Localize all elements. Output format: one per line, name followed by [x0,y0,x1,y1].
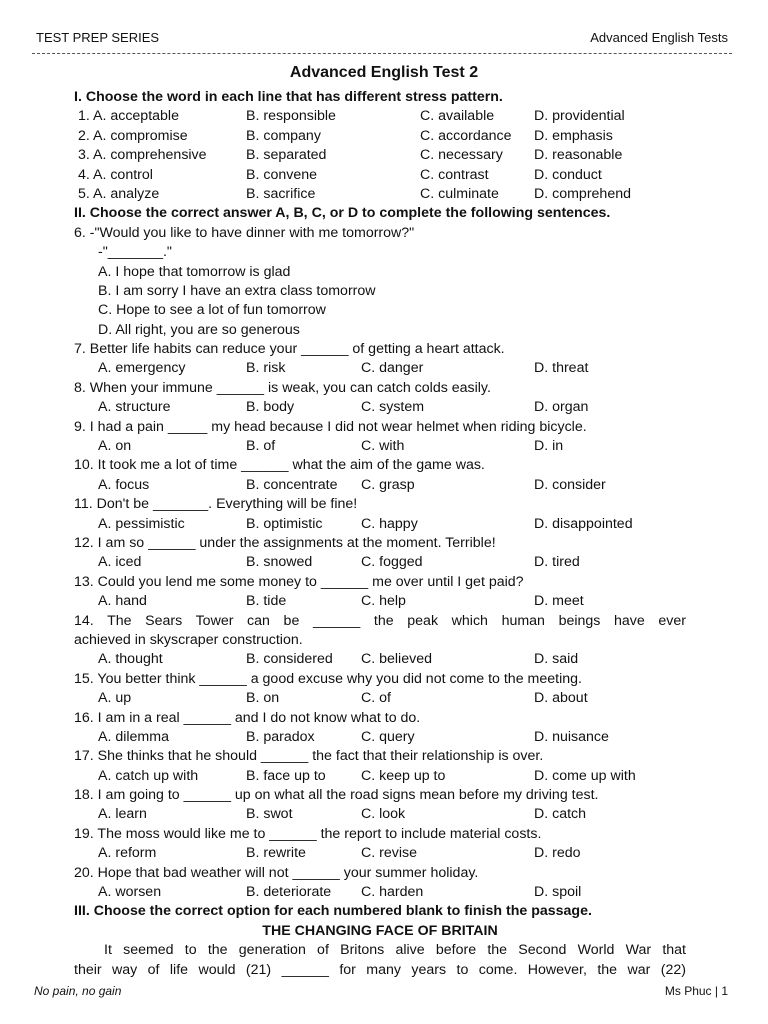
option-b: B. on [246,690,280,707]
text-line: 10. It took me a lot of time ______ what the aim of the game was. [74,457,485,474]
option-a: A. worsen [98,884,162,901]
option-c: C. fogged [361,554,423,571]
option-d: D. disappointed [534,515,633,532]
footer-right: Ms Phuc | 1 [664,984,728,998]
option-b: B. of [246,438,276,455]
options-row [74,398,686,417]
option-b: B. responsible [246,108,336,125]
option-d: D. said [534,651,579,668]
option-a: 4. A. control [78,166,153,183]
option-d: D. organ [534,399,589,416]
option-a: 1. A. acceptable [78,108,179,125]
option-a: A. hand [98,593,147,610]
option-d: D. spoil [534,884,582,901]
option-c: C. accordance [420,127,512,144]
option-c: C. believed [361,651,432,668]
text-line: 6. -"Would you like to have dinner with me tomorrow?" [74,224,415,241]
option-a: A. pessimistic [98,515,185,532]
option-d: D. about [534,690,588,707]
text-line: I. Choose the word in each line that has different stress pattern. [74,89,503,105]
option-c: C. grasp [361,476,415,493]
option-d: D. providential [534,108,625,125]
option-d: D. conduct [534,166,602,183]
option-b: B. company [246,127,321,144]
stress-row [74,127,686,146]
options-row [74,805,686,824]
options-row [74,728,686,747]
option-c: C. look [361,806,406,823]
option-a: A. dilemma [98,728,169,745]
text-line: 18. I am going to ______ up on what all the road signs mean before my driving test. [74,787,599,804]
text-line: achieved in skyscraper construction. [74,631,303,648]
option-a: 3. A. comprehensive [78,147,207,164]
text-line: 13. Could you lend me some money to ______ me over until I get paid? [74,573,524,590]
option-a: A. emergency [98,360,186,377]
text-line: A. I hope that tomorrow is glad [98,263,291,280]
option-d: D. in [534,438,564,455]
option-b: B. body [246,399,295,416]
option-c: C. happy [361,515,418,532]
option-c: C. of [361,690,391,707]
option-c: C. system [361,399,425,416]
option-b: B. separated [246,147,327,164]
text-line: 7. Better life habits can reduce your ______ of getting a heart attack. [74,341,505,358]
option-a: 2. A. compromise [78,127,188,144]
text-line: 15. You better think ______ a good excuse why you did not come to the meeting. [74,670,582,687]
header-divider [32,53,732,54]
text-line: 11. Don't be _______. Everything will be fine! [74,496,358,513]
option-c: C. necessary [420,147,503,164]
options-row [74,767,686,786]
text-line: 17. She thinks that he should ______ the fact that their relationship is over. [74,748,544,765]
option-a: A. on [98,438,132,455]
option-b: B. paradox [246,728,315,745]
option-b: B. swot [246,806,293,823]
test-content [74,88,686,980]
stress-row [74,146,686,165]
option-c: C. culminate [420,185,499,202]
option-d: D. emphasis [534,127,613,144]
stress-row [74,107,686,126]
text-line: III. Choose the correct option for each numbered blank to finish the passage. [74,903,592,920]
option-b: B. risk [246,360,286,377]
header-left: TEST PREP SERIES [36,30,160,45]
option-a: 5. A. analyze [78,185,160,202]
option-d: D. meet [534,593,584,610]
option-b: B. face up to [246,767,326,784]
text-line: 19. The moss would like me to ______ the report to include material costs. [74,825,542,842]
options-row [74,883,686,902]
option-c: C. with [361,438,405,455]
option-c: C. available [420,108,495,125]
text-line: THE CHANGING FACE OF BRITAIN [262,922,498,939]
text-line: 20. Hope that bad weather will not ______ your summer holiday. [74,864,479,881]
options-row [74,592,686,611]
option-d: D. tired [534,554,580,571]
options-row [74,844,686,863]
option-b: B. convene [246,166,317,183]
option-d: D. nuisance [534,728,609,745]
page-title: Advanced English Test 2 [289,64,479,81]
text-line: 12. I am so ______ under the assignments at the moment. Terrible! [74,534,496,551]
option-c: C. harden [361,884,424,901]
text-line: their way of life would (21) ______ for many years to come. However, the war (22) [74,961,686,978]
options-row [74,650,686,669]
option-b: B. sacrifice [246,185,316,202]
option-d: D. redo [534,845,581,862]
option-b: B. tide [246,593,287,610]
option-d: D. threat [534,360,589,377]
text-line: II. Choose the correct answer A, B, C, or D to complete the following sentences. [74,205,611,222]
option-a: A. thought [98,651,163,668]
option-b: B. considered [246,651,333,668]
options-row [74,689,686,708]
option-a: A. focus [98,476,150,493]
footer-left: No pain, no gain [34,984,122,998]
option-a: A. iced [98,554,142,571]
option-b: B. rewrite [246,845,306,862]
option-b: B. concentrate [246,476,338,493]
option-d: D. reasonable [534,147,623,164]
option-a: A. structure [98,399,171,416]
option-a: A. catch up with [98,767,199,784]
options-row [74,437,686,456]
options-row [74,359,686,378]
option-c: C. keep up to [361,767,446,784]
option-d: D. comprehend [534,185,631,202]
text-line: 14. The Sears Tower can be ______ the peak which human beings have ever [74,612,686,629]
options-row [74,553,686,572]
option-c: C. contrast [420,166,489,183]
option-b: B. snowed [246,554,313,571]
header-right: Advanced English Tests [590,30,728,45]
option-c: C. danger [361,360,424,377]
text-line: 9. I had a pain _____ my head because I did not wear helmet when riding bicycle. [74,418,587,435]
text-line: D. All right, you are so generous [98,321,300,338]
stress-row [74,185,686,204]
option-d: D. consider [534,476,606,493]
option-c: C. revise [361,845,417,862]
option-a: A. up [98,690,132,707]
option-d: D. catch [534,806,587,823]
text-line: C. Hope to see a lot of fun tomorrow [98,302,326,319]
option-d: D. come up with [534,767,636,784]
stress-row [74,166,686,185]
option-a: A. reform [98,845,157,862]
options-row [74,515,686,534]
text-line: It seemed to the generation of Britons alive before the Second World War that [104,942,686,959]
page-header [36,30,728,46]
text-line: 8. When your immune ______ is weak, you can catch colds easily. [74,379,491,396]
text-line: B. I am sorry I have an extra class tomorrow [98,282,376,299]
option-b: B. deteriorate [246,884,332,901]
option-b: B. optimistic [246,515,323,532]
options-row [74,476,686,495]
text-line: -"_______." [98,244,172,261]
text-line: 16. I am in a real ______ and I do not know what to do. [74,709,421,726]
option-a: A. learn [98,806,147,823]
option-c: C. query [361,728,415,745]
option-c: C. help [361,593,406,610]
